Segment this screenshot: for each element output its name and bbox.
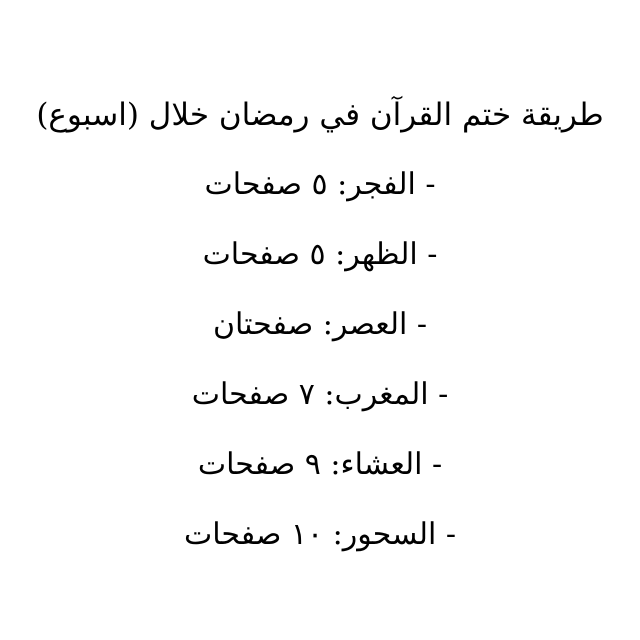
schedule-item-fajr: - الفجر: ٥ صفحات [204,167,436,202]
schedule-item-maghrib: - المغرب: ٧ صفحات [191,377,449,412]
schedule-item-asr: - العصر: صفحتان [212,307,428,342]
schedule-item-dhuhr: - الظهر: ٥ صفحات [202,237,438,272]
schedule-item-suhoor: - السحور: ١٠ صفحات [183,517,457,552]
schedule-text-block [0,98,640,588]
prayer-schedule-list [0,168,640,588]
schedule-item-isha: - العشاء: ٩ صفحات [197,447,443,482]
schedule-title: طريقة ختم القرآن في رمضان خلال (اسبوع) [36,97,604,133]
